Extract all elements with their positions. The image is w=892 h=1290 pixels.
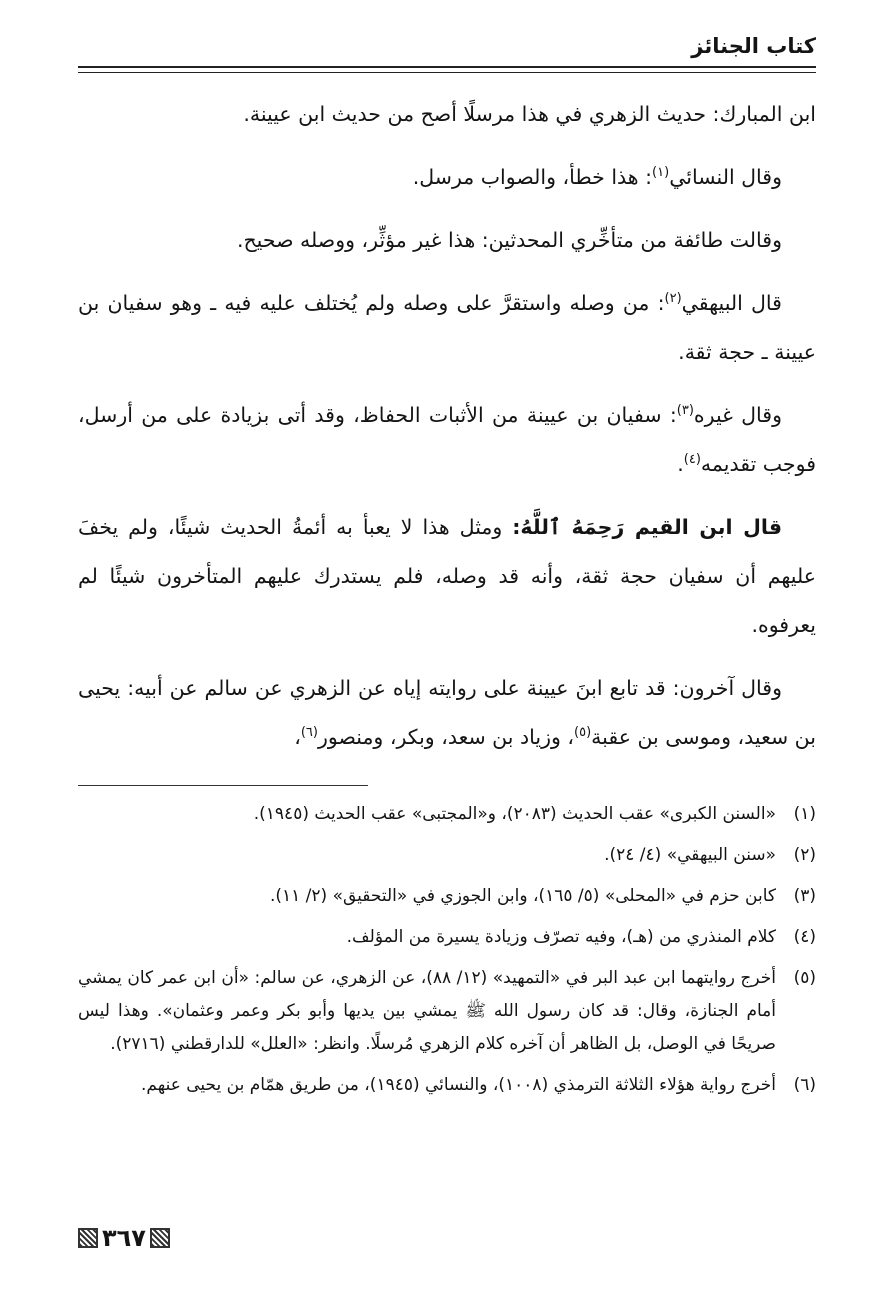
paragraph-6	[78, 503, 816, 650]
ornament-icon	[78, 1228, 98, 1248]
p3-text: وقالت طائفة من متأخِّري المحدثين: هذا غير مؤثِّر، ووصله صحيح.	[236, 228, 782, 252]
footnote-3	[78, 880, 816, 913]
footnote-text: «السنن الكبرى» عقب الحديث (٢٠٨٣)، و«المجتبى» عقب الحديث (١٩٤٥).	[253, 804, 776, 824]
p7-end: ،	[294, 725, 301, 749]
footnote-6	[78, 1069, 816, 1102]
footnote-5	[78, 962, 816, 1061]
p5-text: وقال غيره	[693, 403, 782, 427]
footnote-text: كلام المنذري من (هـ)، وفيه تصرّف وزيادة يسيرة من المؤلف.	[346, 927, 776, 947]
ibn-alqayyim-lead: قال ابن القيم رَحِمَهُ ٱللَّهُ:	[512, 515, 782, 539]
page-header	[78, 32, 816, 76]
paragraph-2	[78, 153, 816, 202]
footnote-separator	[78, 785, 368, 786]
page-number-block	[78, 1224, 170, 1252]
page-number: ٣٦٧	[102, 1224, 146, 1252]
p4-rest: : من وصله واستقرَّ على وصله ولم يُختلف عليه فيه ـ وهو سفيان بن عيينة ـ حجة ثقة.	[78, 291, 816, 364]
footnote-number: (٣)	[793, 886, 816, 906]
main-text	[78, 90, 816, 776]
paragraph-7	[78, 664, 816, 762]
p2-rest: : هذا خطأ، والصواب مرسل.	[412, 165, 653, 189]
paragraph-1	[78, 90, 816, 139]
p5-rest: : سفيان بن عيينة من الأثبات الحفاظ، وقد أتى بزيادة على من أرسل، فوجب تقديمه	[78, 403, 816, 476]
p5-end: .	[677, 452, 684, 476]
ornament-icon	[150, 1228, 170, 1248]
footnote-2	[78, 839, 816, 872]
footnote-ref-5: (٥)	[574, 725, 592, 741]
header-rule-thick	[78, 66, 816, 68]
footnote-number: (٦)	[793, 1075, 816, 1095]
footnote-text: «سنن البيهقي» (٤/ ٢٤).	[604, 845, 776, 865]
footnote-ref-2: (٢)	[664, 291, 682, 307]
footnote-ref-6: (٦)	[300, 725, 318, 741]
footnote-number: (١)	[793, 804, 816, 824]
p2-text: وقال النسائي	[669, 165, 782, 189]
paragraph-4	[78, 279, 816, 377]
footnote-number: (٥)	[793, 968, 816, 988]
chapter-title: كتاب الجنائز	[691, 34, 816, 58]
footnote-text: أخرج رواية هؤلاء الثلاثة الترمذي (١٠٠٨)، والنسائي (١٩٤٥)، من طريق همّام بن يحيى عنهم.	[141, 1075, 776, 1095]
p6-rest: ومثل هذا لا يعبأ به أئمةُ الحديث شيئًا، ولم يخفَ عليهم أن سفيان حجة ثقة، وأنه قد وصله، فلم يستدرك عليهم المتأخرون شيئًا لم يعرفوه.	[78, 515, 816, 637]
footnote-text: أخرج روايتهما ابن عبد البر في «التمهيد» (١٢/ ٨٨)، عن الزهري، عن سالم: «أن ابن عمر كان يمشي أمام الجنازة، وقال: قد كان رسول الله ﷺ يمشي بين يديها وأبو بكر وعمر وعثمان». وهذا ليس صريحًا في الوصل، بل الظاهر أن آخره كلام الزهري مُرسلًا. وانظر: «العلل» للدارقطني (٢٧١٦).	[78, 968, 777, 1054]
footnote-ref-4: (٤)	[683, 452, 701, 468]
footnote-number: (٢)	[793, 845, 816, 865]
header-rule-thin	[78, 72, 816, 73]
footnote-text: كابن حزم في «المحلى» (٥/ ١٦٥)، وابن الجوزي في «التحقيق» (٢/ ١١).	[269, 886, 776, 906]
footnote-4	[78, 921, 816, 954]
p7-mid: ، وزياد بن سعد، وبكر، ومنصور	[317, 725, 575, 749]
footnote-ref-1: (١)	[652, 165, 670, 181]
footnotes	[78, 798, 816, 1110]
paragraph-5	[78, 391, 816, 489]
footnote-ref-3: (٣)	[676, 403, 694, 419]
book-page	[78, 32, 816, 1262]
footnote-number: (٤)	[793, 927, 816, 947]
p4-text: قال البيهقي	[681, 291, 782, 315]
paragraph-3	[78, 216, 816, 265]
paragraph-1-text: ابن المبارك: حديث الزهري في هذا مرسلًا أصح من حديث ابن عيينة.	[243, 102, 816, 126]
page-footer	[78, 1224, 816, 1260]
p7-text: وقال آخرون: قد تابع ابنَ عيينة على روايته إياه عن الزهري عن سالم عن أبيه: يحيى بن سعيد، وموسى بن عقبة	[78, 676, 816, 749]
footnote-1	[78, 798, 816, 831]
